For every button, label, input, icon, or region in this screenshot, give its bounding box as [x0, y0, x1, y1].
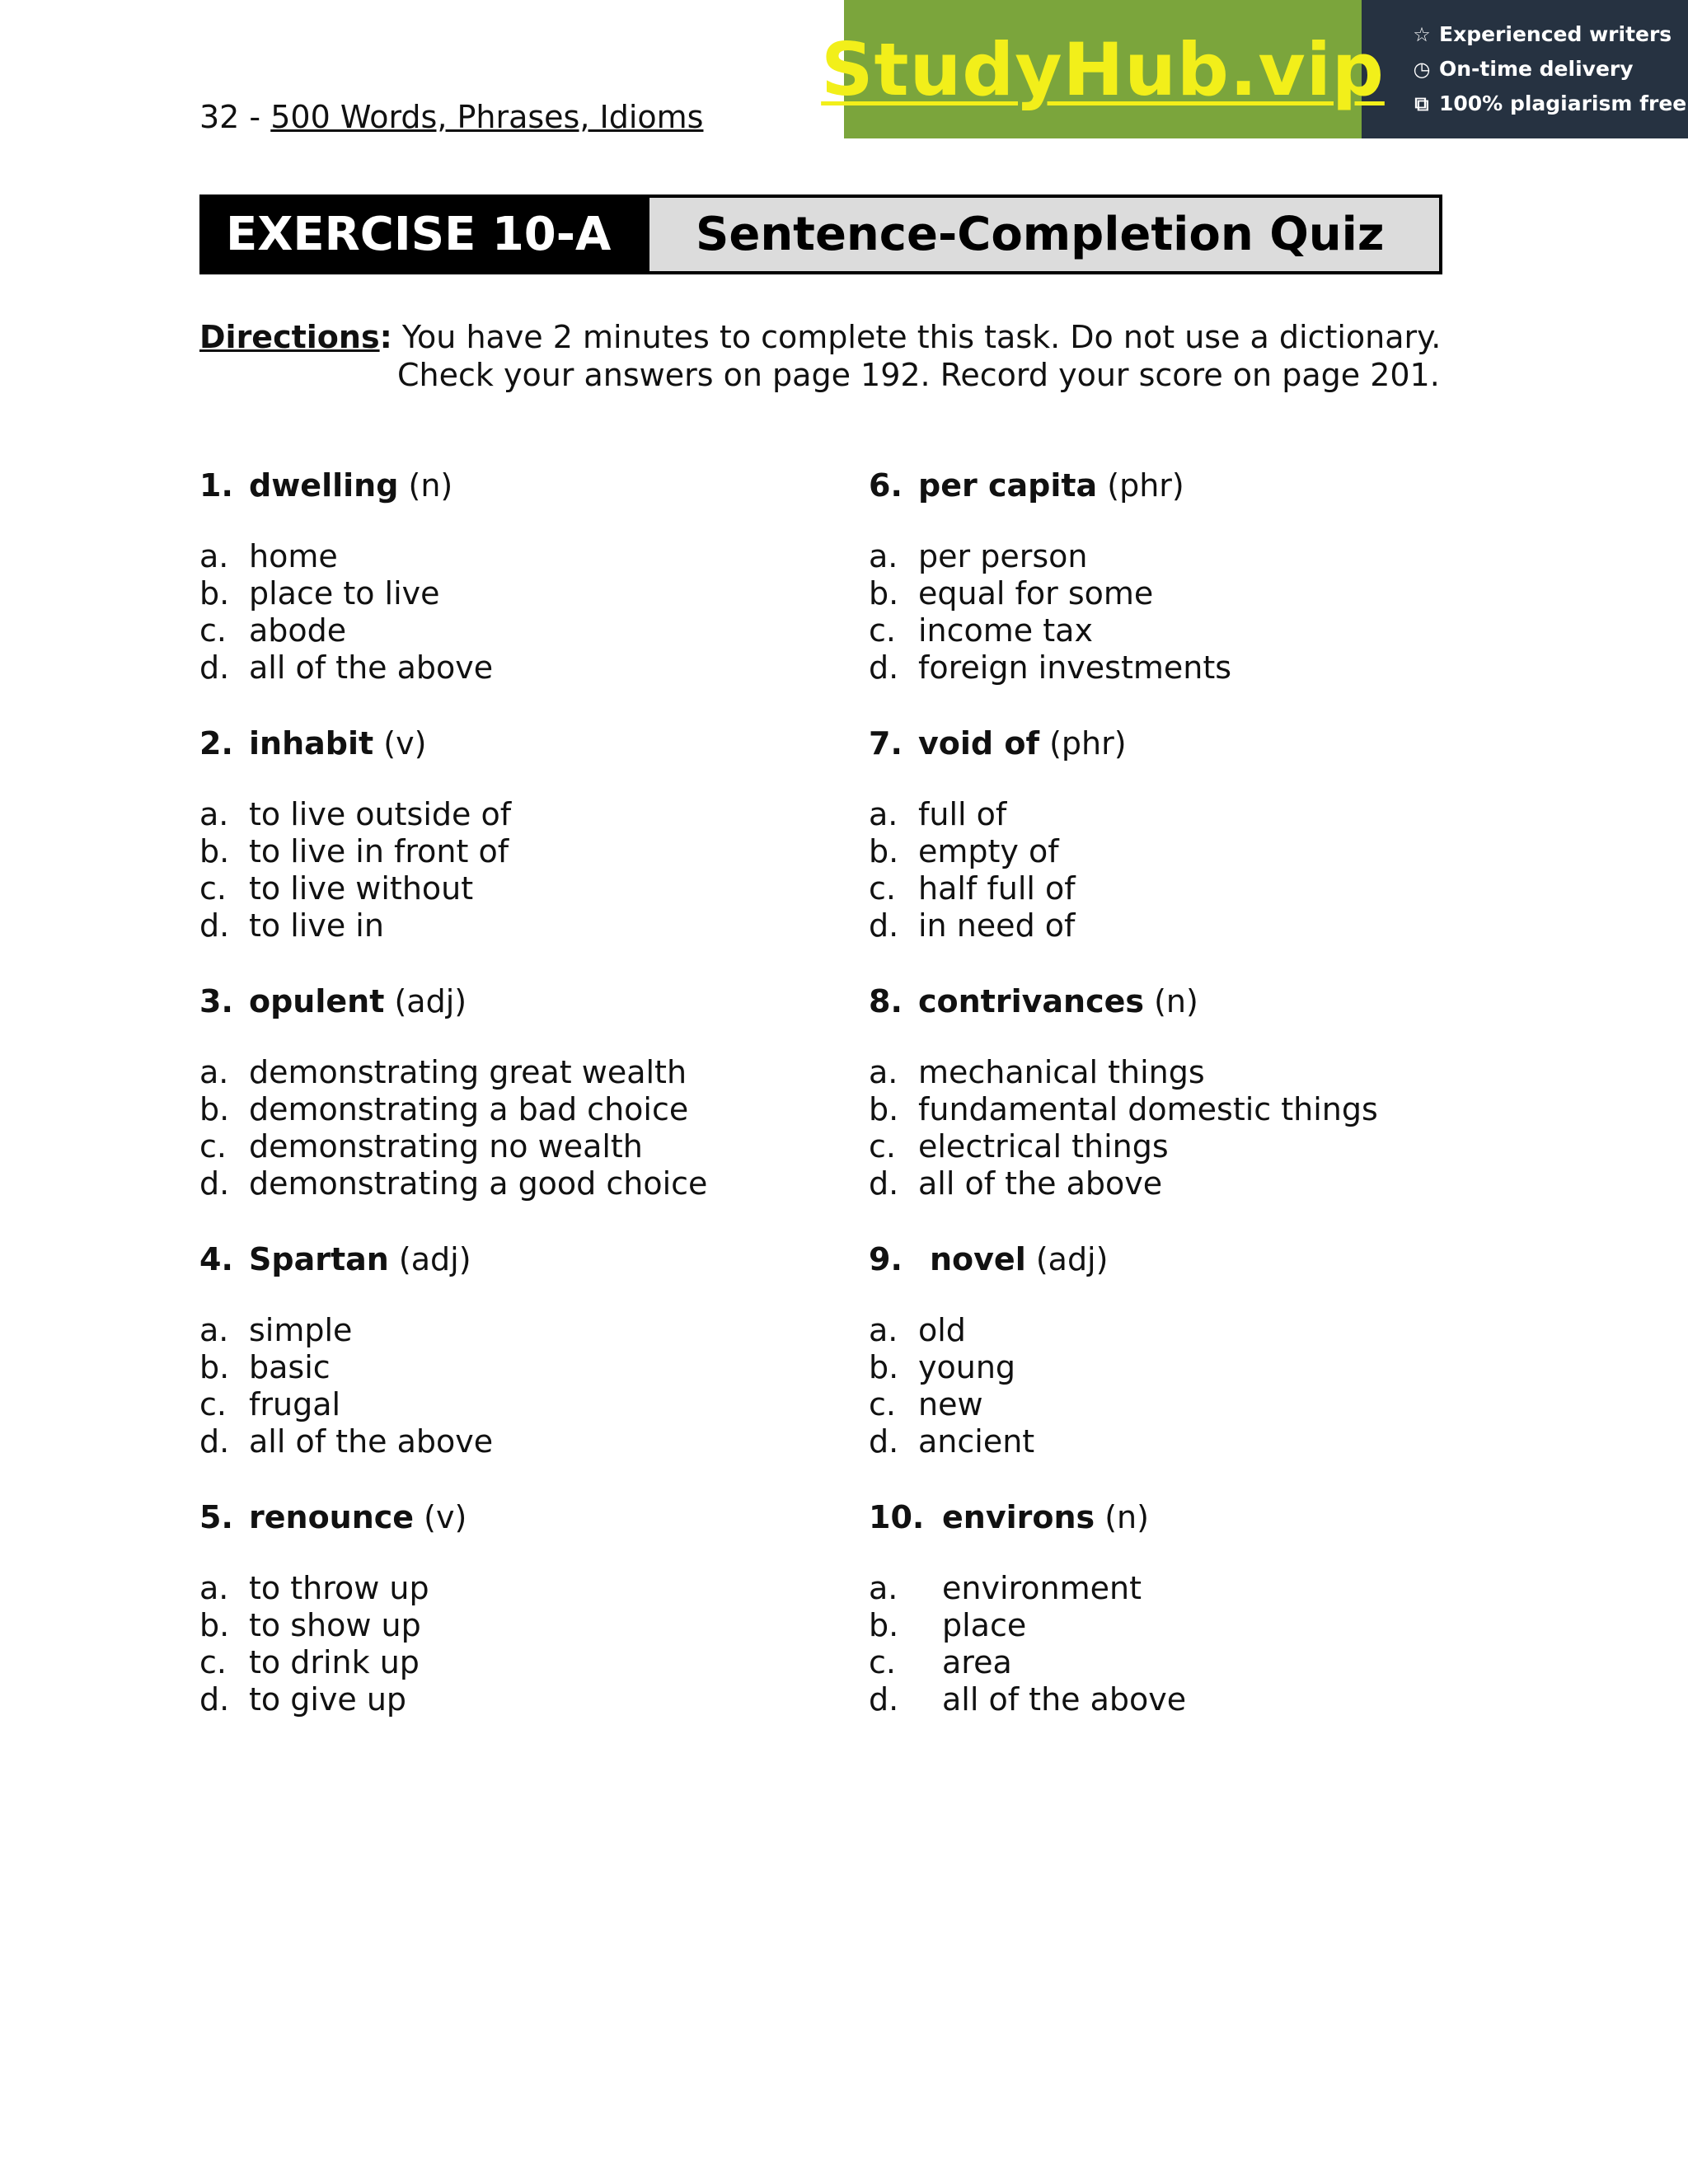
question-number: 1.	[199, 467, 233, 504]
option-text: ancient	[918, 1423, 1035, 1460]
ad-features	[1362, 0, 1688, 138]
option-text: old	[918, 1312, 966, 1348]
question-word: environs	[942, 1499, 1095, 1535]
clock-icon: ◷	[1413, 58, 1431, 81]
quiz-question	[869, 722, 1495, 980]
option-letter: b.	[869, 575, 899, 612]
part-of-speech: (n)	[1104, 1499, 1149, 1535]
ad-feature	[1411, 91, 1688, 117]
answer-option[interactable]	[869, 649, 1495, 687]
answer-option[interactable]	[199, 1054, 826, 1091]
answer-option[interactable]	[199, 1165, 826, 1202]
part-of-speech: (phr)	[1049, 725, 1127, 762]
directions	[199, 318, 1485, 394]
answer-option[interactable]	[869, 870, 1495, 907]
option-letter: c.	[199, 1386, 227, 1422]
quiz-question	[199, 980, 826, 1238]
quiz-question	[199, 1496, 826, 1754]
option-letter: c.	[869, 1386, 896, 1422]
question-word: dwelling	[249, 467, 399, 504]
option-letter: d.	[869, 649, 899, 686]
logo-text: StudyHub.vip	[821, 26, 1385, 112]
question-heading	[199, 722, 826, 765]
answer-option[interactable]	[199, 1312, 826, 1349]
answer-option[interactable]	[199, 1423, 826, 1460]
option-letter: d.	[869, 1423, 899, 1460]
answer-option[interactable]	[199, 575, 826, 612]
quiz-question	[199, 1238, 826, 1496]
answer-option[interactable]	[869, 1644, 1495, 1681]
option-letter: a.	[199, 796, 229, 832]
option-letter: d.	[869, 1681, 899, 1718]
answer-option[interactable]	[869, 907, 1495, 944]
answer-option[interactable]	[869, 1570, 1495, 1607]
directions-colon: :	[379, 319, 392, 355]
answer-option[interactable]	[869, 1386, 1495, 1423]
answer-option[interactable]	[869, 1607, 1495, 1644]
part-of-speech: (n)	[1154, 983, 1198, 1019]
option-text: frugal	[249, 1386, 341, 1422]
copy-icon: ⧉	[1414, 92, 1429, 115]
option-letter: d.	[199, 1423, 230, 1460]
quiz-question	[869, 464, 1495, 722]
option-letter: d.	[199, 907, 230, 944]
option-text: demonstrating a good choice	[249, 1165, 708, 1202]
quiz-question	[869, 1496, 1495, 1754]
option-letter: d.	[199, 1681, 230, 1718]
part-of-speech: (v)	[383, 725, 427, 762]
part-of-speech: (adj)	[398, 1241, 471, 1277]
question-heading	[199, 980, 826, 1023]
question-heading	[869, 722, 1495, 765]
option-text: mechanical things	[918, 1054, 1205, 1090]
option-text: environment	[942, 1570, 1142, 1606]
option-text: new	[918, 1386, 983, 1422]
option-letter: d.	[199, 1165, 230, 1202]
option-text: all of the above	[918, 1165, 1163, 1202]
answer-option[interactable]	[199, 1386, 826, 1423]
option-letter: d.	[869, 1165, 899, 1202]
question-number: 5.	[199, 1499, 233, 1535]
ad-feature-label: Experienced writers	[1439, 22, 1672, 46]
option-text: to live in	[249, 907, 384, 944]
option-letter: c.	[199, 612, 227, 649]
ad-feature-label: 100% plagiarism free	[1439, 91, 1687, 115]
question-word: inhabit	[249, 725, 374, 762]
answer-option[interactable]	[199, 649, 826, 687]
part-of-speech: (adj)	[1035, 1241, 1109, 1277]
option-text: fundamental domestic things	[918, 1091, 1378, 1127]
question-number: 2.	[199, 725, 233, 762]
option-text: to drink up	[249, 1644, 420, 1680]
option-letter: a.	[869, 1570, 898, 1606]
answer-option[interactable]	[869, 833, 1495, 870]
answer-option[interactable]	[199, 1607, 826, 1644]
option-text: to live without	[249, 870, 474, 907]
option-letter: d.	[199, 649, 230, 686]
question-heading	[869, 1496, 1495, 1539]
question-heading	[199, 464, 826, 507]
option-text: all of the above	[249, 1423, 494, 1460]
question-number: 3.	[199, 983, 233, 1019]
answer-option[interactable]	[869, 796, 1495, 833]
question-heading	[869, 464, 1495, 507]
option-text: full of	[918, 796, 1007, 832]
question-word: renounce	[249, 1499, 415, 1535]
directions-line-1	[199, 318, 1485, 356]
answer-option[interactable]	[869, 1423, 1495, 1460]
option-letter: a.	[199, 1054, 229, 1090]
exercise-label: EXERCISE 10-A	[203, 198, 649, 271]
option-letter: c.	[199, 1128, 227, 1165]
quiz-question	[869, 980, 1495, 1238]
answer-option[interactable]	[869, 575, 1495, 612]
answer-option[interactable]	[869, 1091, 1495, 1128]
option-text: to give up	[249, 1681, 407, 1718]
answer-option[interactable]	[199, 907, 826, 944]
question-number: 9.	[869, 1241, 903, 1277]
answer-option[interactable]	[199, 1128, 826, 1165]
question-word: novel	[930, 1241, 1026, 1277]
option-text: to show up	[249, 1607, 421, 1643]
option-letter: c.	[869, 1128, 896, 1165]
option-text: abode	[249, 612, 347, 649]
directions-label: Directions	[199, 319, 380, 355]
question-number: 10.	[869, 1499, 925, 1535]
ad-banner[interactable]	[821, 0, 1688, 138]
quiz-question	[869, 1238, 1495, 1496]
directions-line-2: Check your answers on page 192. Record your score on page 201.	[397, 357, 1440, 393]
option-letter: b.	[199, 833, 230, 869]
option-letter: c.	[869, 612, 896, 649]
option-text: simple	[249, 1312, 353, 1348]
question-number: 4.	[199, 1241, 233, 1277]
part-of-speech: (phr)	[1107, 467, 1184, 504]
answer-option[interactable]	[869, 538, 1495, 575]
star-icon: ☆	[1413, 23, 1431, 46]
option-text: demonstrating a bad choice	[249, 1091, 689, 1127]
question-word: per capita	[918, 467, 1098, 504]
ad-feature	[1411, 21, 1688, 48]
option-letter: a.	[869, 1054, 898, 1090]
questions-left-column	[199, 464, 826, 1754]
option-text: basic	[249, 1349, 331, 1385]
option-letter: b.	[869, 1349, 899, 1385]
option-letter: b.	[199, 1607, 230, 1643]
question-heading	[869, 980, 1495, 1023]
question-word: opulent	[249, 983, 385, 1019]
question-word: void of	[918, 725, 1039, 762]
option-letter: c.	[199, 870, 227, 907]
option-text: place to live	[249, 575, 440, 612]
answer-option[interactable]	[199, 1681, 826, 1718]
option-text: area	[942, 1644, 1012, 1680]
option-text: half full of	[918, 870, 1076, 907]
question-number: 8.	[869, 983, 903, 1019]
answer-option[interactable]	[199, 796, 826, 833]
option-letter: b.	[199, 1349, 230, 1385]
page-header	[199, 97, 703, 137]
answer-option[interactable]	[869, 612, 1495, 649]
answer-option[interactable]	[199, 1570, 826, 1607]
option-text: electrical things	[918, 1128, 1169, 1165]
answer-option[interactable]	[199, 1091, 826, 1128]
option-text: per person	[918, 538, 1088, 574]
answer-option[interactable]	[869, 1681, 1495, 1718]
option-letter: a.	[869, 538, 898, 574]
option-letter: c.	[869, 1644, 896, 1680]
question-heading	[869, 1238, 1495, 1281]
quiz-question	[199, 722, 826, 980]
ad-feature-label: On-time delivery	[1439, 57, 1634, 81]
option-text: home	[249, 538, 338, 574]
answer-option[interactable]	[199, 870, 826, 907]
option-letter: b.	[199, 575, 230, 612]
directions-text-1: You have 2 minutes to complete this task. Do not use a dictionary.	[401, 319, 1442, 355]
part-of-speech: (n)	[408, 467, 453, 504]
questions-right-column	[869, 464, 1495, 1754]
answer-option[interactable]	[869, 1165, 1495, 1202]
book-title-link[interactable]: 500 Words, Phrases, Idioms	[270, 99, 704, 135]
question-word: contrivances	[918, 983, 1144, 1019]
option-text: empty of	[918, 833, 1059, 869]
option-letter: b.	[869, 833, 899, 869]
answer-option[interactable]	[869, 1054, 1495, 1091]
part-of-speech: (adj)	[394, 983, 467, 1019]
studyhub-logo[interactable]	[821, 0, 1385, 138]
answer-option[interactable]	[869, 1312, 1495, 1349]
option-letter: b.	[869, 1607, 899, 1643]
option-text: to live outside of	[249, 796, 512, 832]
option-text: demonstrating great wealth	[249, 1054, 687, 1090]
option-letter: a.	[869, 796, 898, 832]
option-letter: b.	[869, 1091, 899, 1127]
option-text: demonstrating no wealth	[249, 1128, 643, 1165]
question-heading	[199, 1496, 826, 1539]
answer-option[interactable]	[199, 538, 826, 575]
option-text: all of the above	[942, 1681, 1187, 1718]
question-heading	[199, 1238, 826, 1281]
answer-option[interactable]	[869, 1128, 1495, 1165]
ad-feature	[1411, 56, 1688, 82]
option-letter: a.	[869, 1312, 898, 1348]
option-text: in need of	[918, 907, 1076, 944]
option-letter: c.	[199, 1644, 227, 1680]
question-number: 7.	[869, 725, 903, 762]
option-letter: d.	[869, 907, 899, 944]
option-letter: a.	[199, 538, 229, 574]
answer-option[interactable]	[869, 1349, 1495, 1386]
answer-option[interactable]	[199, 612, 826, 649]
option-text: all of the above	[249, 649, 494, 686]
question-number: 6.	[869, 467, 903, 504]
exercise-title: Sentence-Completion Quiz	[649, 198, 1439, 271]
part-of-speech: (v)	[424, 1499, 467, 1535]
answer-option[interactable]	[199, 1349, 826, 1386]
question-word: Spartan	[249, 1241, 389, 1277]
answer-option[interactable]	[199, 1644, 826, 1681]
option-text: to throw up	[249, 1570, 429, 1606]
option-letter: a.	[199, 1570, 229, 1606]
page-number: 32 -	[199, 99, 271, 135]
option-text: to live in front of	[249, 833, 509, 869]
option-text: young	[918, 1349, 1016, 1385]
quiz-question	[199, 464, 826, 722]
option-text: income tax	[918, 612, 1093, 649]
option-letter: b.	[199, 1091, 230, 1127]
option-letter: c.	[869, 870, 896, 907]
option-letter: a.	[199, 1312, 229, 1348]
option-text: foreign investments	[918, 649, 1232, 686]
option-text: place	[942, 1607, 1027, 1643]
exercise-title-bar	[199, 194, 1442, 274]
option-text: equal for some	[918, 575, 1154, 612]
answer-option[interactable]	[199, 833, 826, 870]
